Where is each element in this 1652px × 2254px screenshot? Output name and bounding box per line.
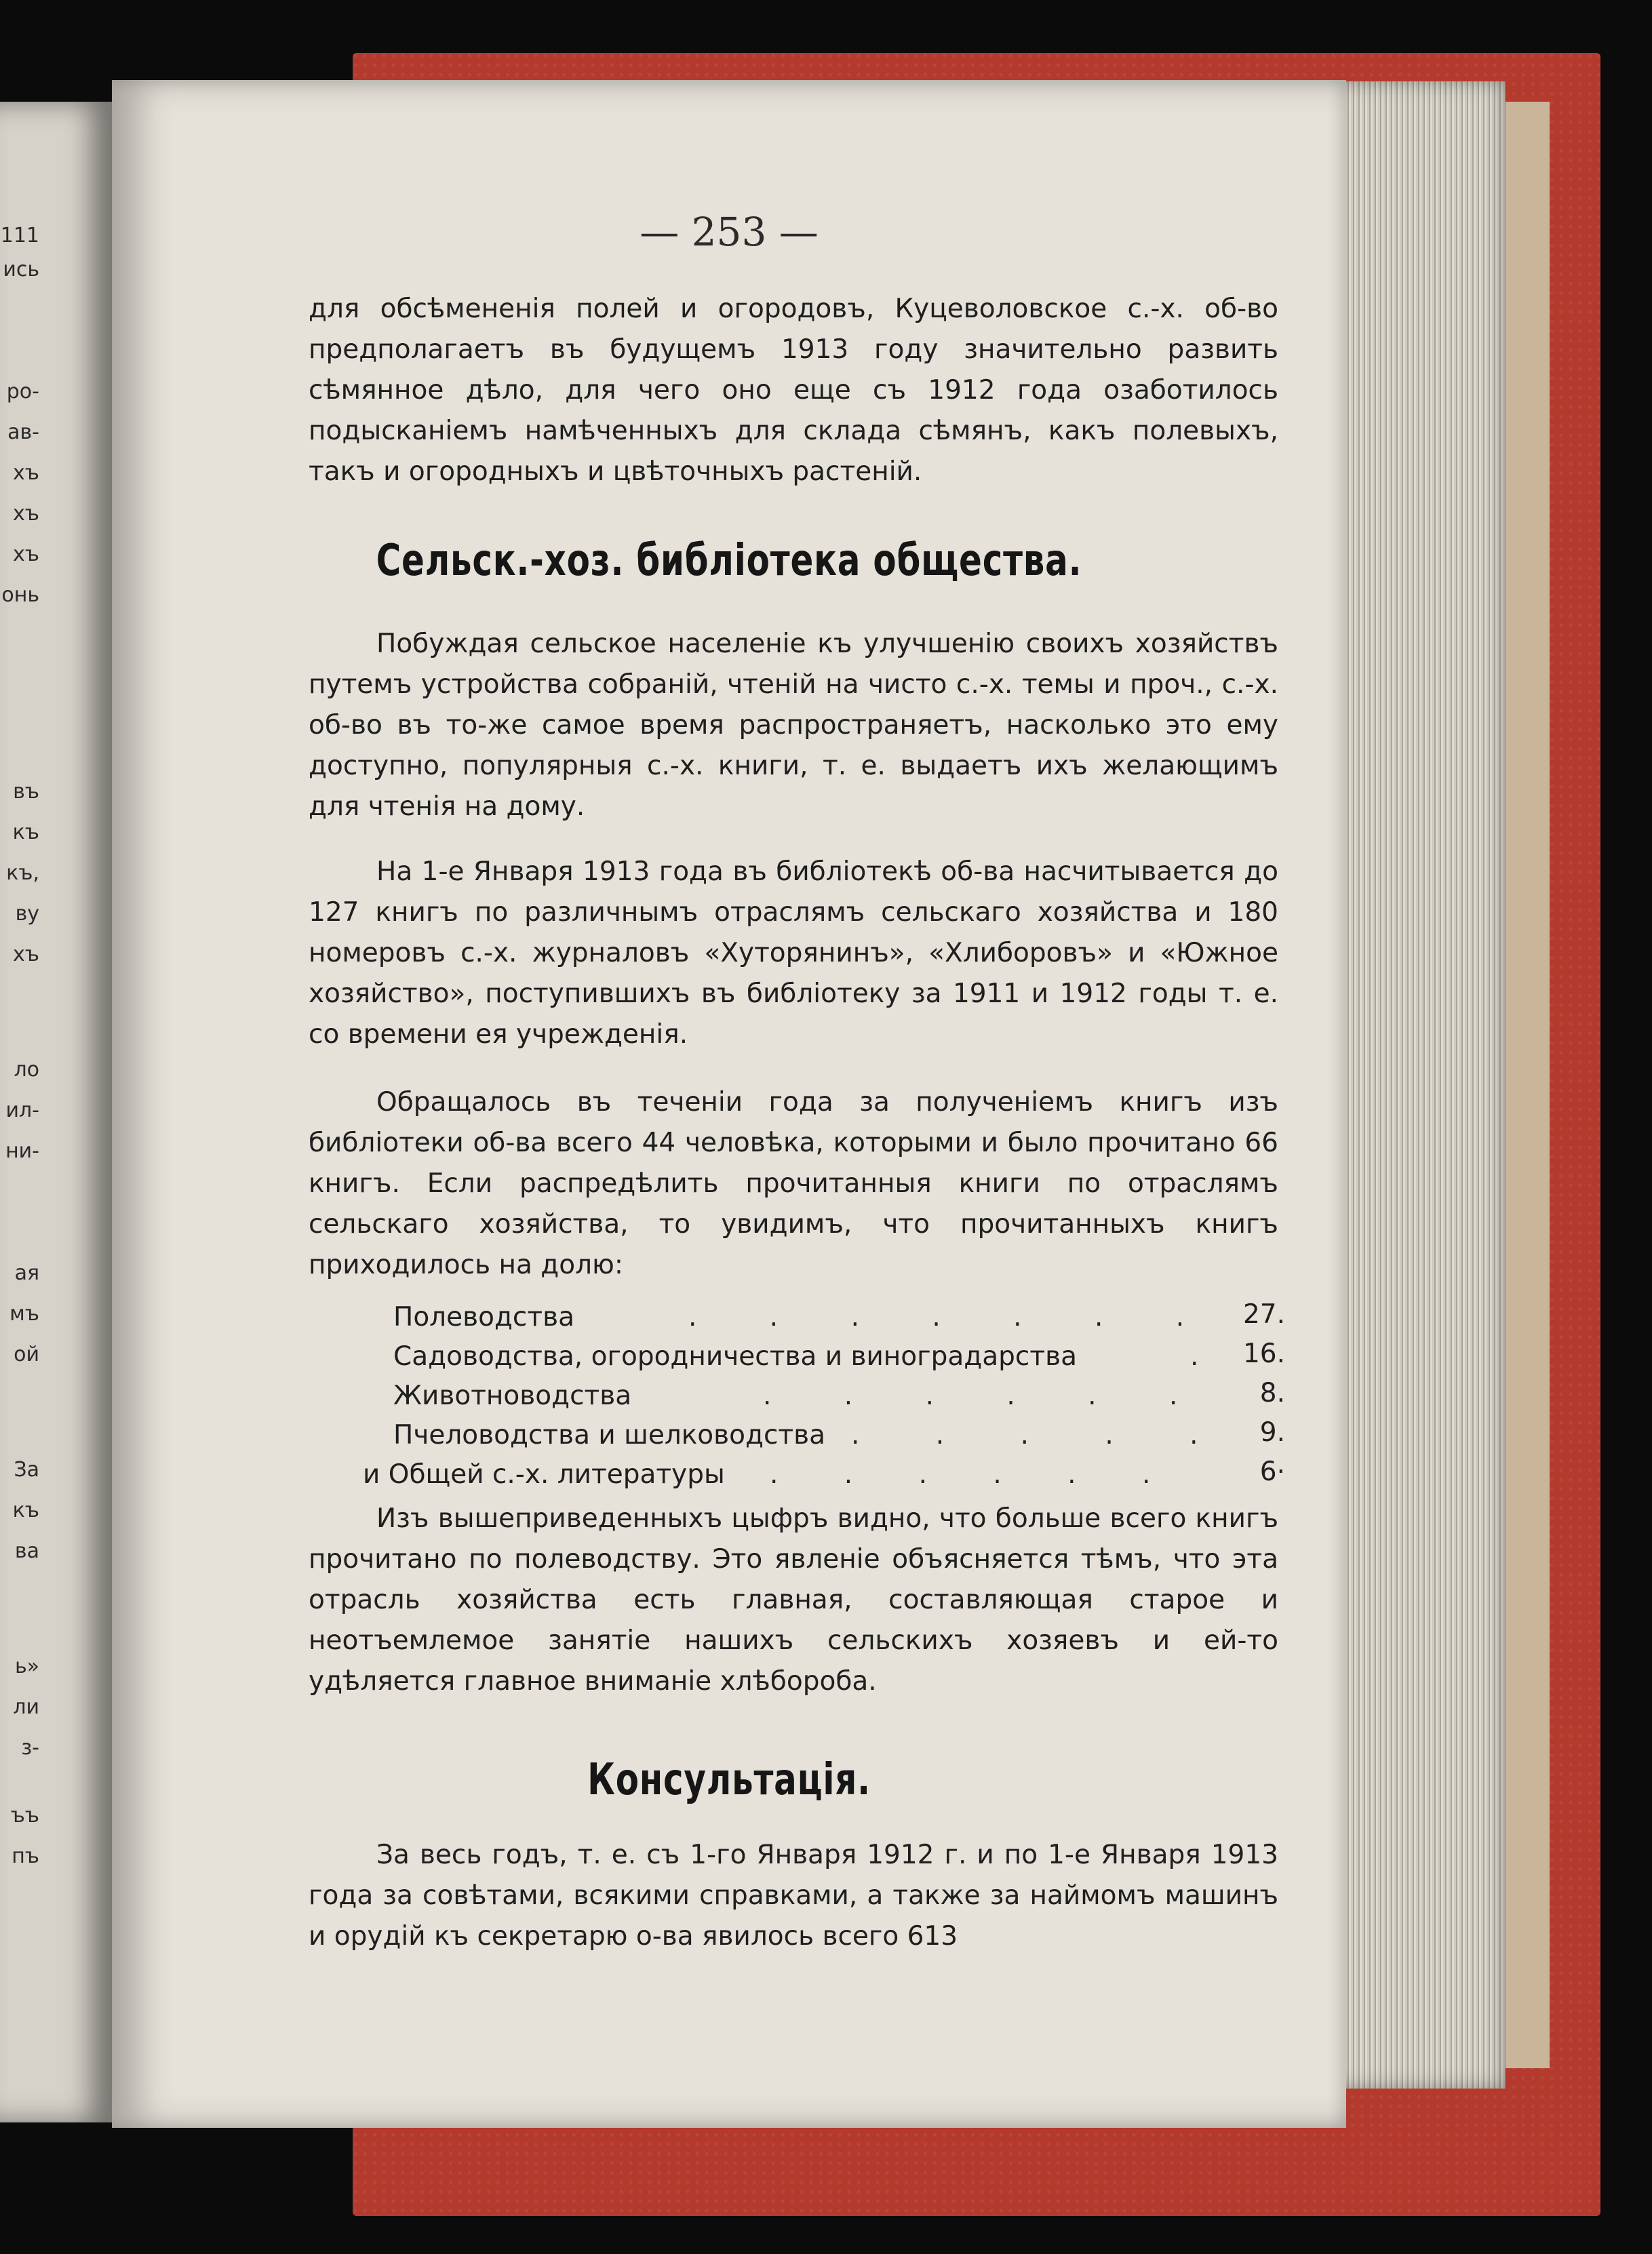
left-page-fragment: къ, — [6, 861, 39, 885]
left-page-fragment: 111 — [0, 224, 39, 248]
left-page-fragment: хъ — [13, 461, 39, 485]
left-facing-page — [0, 102, 112, 2122]
list-item-value: 27. — [1242, 1299, 1285, 1330]
list-item — [309, 1299, 1285, 1339]
list-item-label: Животноводства — [393, 1381, 632, 1411]
list-item-dots: . . . . . . — [770, 1459, 1151, 1490]
paragraph-text: Изъ вышеприведенныхъ цыфръ видно, что больше всего книгъ прочитано по полеводству. Это явленіе объясняется тѣмъ, что эта отрасль хозяйства есть главная, составляющая старое и неотъемлемое занятіе нашихъ сельскихъ хозяевъ и ей-то удѣляется главное вниманіе хлѣбороба. — [309, 1503, 1278, 1697]
list-item-value: 8. — [1259, 1378, 1285, 1408]
paragraph-library-usage — [309, 1082, 1278, 1286]
page-block-edges — [1329, 81, 1506, 2089]
book-page — [112, 80, 1346, 2128]
list-item — [309, 1378, 1285, 1417]
list-item-dots: . . . . . — [851, 1420, 1198, 1450]
list-item-dots: . . . . . . . — [688, 1302, 1185, 1332]
left-page-fragment: къ — [12, 820, 39, 844]
left-page-fragment: ли — [13, 1695, 39, 1719]
paragraph-library-intro — [309, 624, 1278, 827]
paragraph-text: для обсѣмененія полей и огородовъ, Куцеволовское с.-х. об-во предполагаетъ въ будущемъ 1913 году значительно развить сѣмянное дѣло, для чего оно еще съ 1912 года озаботилось подысканіемъ намѣченныхъ для склада сѣмянъ, какъ полевыхъ, такъ и огородныхъ и цвѣточныхъ растеній. — [309, 294, 1278, 487]
list-item-label: Садоводства, огородничества и виноградарства — [393, 1341, 1077, 1372]
left-page-fragment: ву — [15, 902, 39, 926]
list-item — [309, 1339, 1285, 1378]
list-item-label: и Общей с.-х. литературы — [363, 1459, 725, 1490]
left-page-fragment: пъ — [12, 1844, 39, 1868]
section-heading-consultation: Консультація. — [587, 1755, 871, 1805]
list-item-value: 6· — [1259, 1457, 1285, 1487]
books-by-branch-list — [309, 1299, 1285, 1496]
left-page-fragment: хъ — [13, 502, 39, 526]
left-page-fragment: хъ — [13, 542, 39, 566]
paragraph-seeds — [309, 289, 1278, 492]
left-page-fragment: За — [14, 1458, 39, 1482]
left-page-fragment: ъъ — [10, 1804, 39, 1827]
left-page-fragment: ав- — [7, 420, 39, 444]
list-item-value: 16. — [1242, 1339, 1285, 1369]
section-heading-library: Сельск.-хоз. библіотека общества. — [376, 536, 1082, 586]
paragraph-conclusion — [309, 1499, 1278, 1702]
left-page-fragment: ой — [14, 1343, 39, 1366]
list-item-value: 9. — [1259, 1417, 1285, 1448]
left-page-fragment: ни- — [5, 1139, 39, 1163]
left-page-fragment: мъ — [9, 1302, 39, 1326]
paragraph-text: Побуждая сельское населеніе къ улучшенію своихъ хозяйствъ путемъ устройства собраній, чтеній на чисто с.-х. темы и проч., с.-х. об-во въ то-же самое время распространяетъ, насколько это ему доступно, популярныя с.-х. книги, т. е. выдаетъ ихъ желающимъ для чтенія на дому. — [309, 629, 1278, 822]
paragraph-text: На 1-е Января 1913 года въ библіотекѣ об-ва насчитывается до 127 книгъ по различнымъ отраслямъ сельскаго хозяйства и 180 номеровъ с.-х. журналовъ «Хуторянинъ», «Хлиборовъ» и «Южное хозяйство», поступившихъ въ библіотеку за 1911 и 1912 годы т. е. со времени ея учрежденія. — [309, 856, 1278, 1050]
left-page-fragment: ро- — [6, 380, 39, 403]
paragraph-text: Обращалось въ теченіи года за полученіемъ книгъ изъ библіотеки об-ва всего 44 человѣка, которыми и было прочитано 66 книгъ. Если распредѣлить прочитанныя книги по отраслямъ сельскаго хозяйства, то увидимъ, что прочитанныхъ книгъ приходилось на долю: — [309, 1087, 1278, 1280]
page-number: — 253 — — [640, 209, 819, 255]
list-item — [309, 1417, 1285, 1457]
left-page-fragment: хъ — [13, 943, 39, 966]
left-page-fragment: з- — [21, 1736, 39, 1760]
list-item-label: Пчеловодства и шелководства — [393, 1420, 826, 1450]
paragraph-text: За весь годъ, т. е. съ 1-го Января 1912 г. и по 1-е Января 1913 года за совѣтами, всякими справками, а также за наймомъ машинъ и орудій къ секретарю о-ва явилось всего 613 — [309, 1840, 1278, 1952]
left-page-fragment: ь» — [14, 1655, 39, 1678]
list-item-label: Полеводства — [393, 1302, 574, 1332]
left-page-fragment: ил- — [5, 1099, 39, 1122]
left-page-fragment: онь — [1, 583, 39, 607]
left-page-fragment: ая — [14, 1261, 39, 1285]
list-item-dots: . — [1190, 1341, 1199, 1372]
left-page-fragment: ло — [14, 1058, 39, 1082]
left-page-fragment: къ — [12, 1499, 39, 1522]
list-item — [309, 1457, 1285, 1496]
paragraph-library-holdings — [309, 852, 1278, 1055]
list-item-dots: . . . . . . — [763, 1381, 1178, 1411]
left-page-fragment: ись — [3, 258, 39, 281]
left-page-fragment: въ — [13, 780, 39, 804]
left-page-fragment: ва — [14, 1539, 39, 1563]
paragraph-consultation — [309, 1835, 1278, 1957]
cover-edge — [1502, 102, 1550, 2068]
